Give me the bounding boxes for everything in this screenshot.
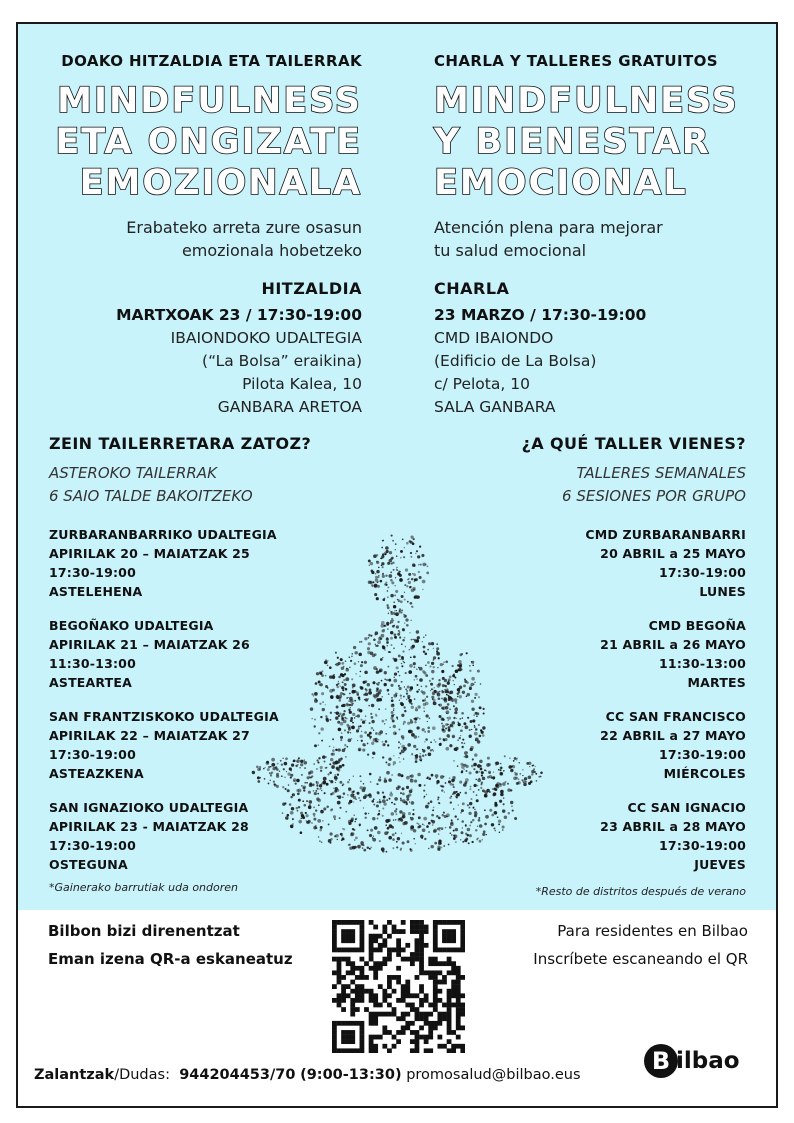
eu-talk-date: MARTXOAK 23 / 17:30-19:00 [116,306,362,324]
eu-venue-line-3: Pilota Kalea, 10 [242,375,362,393]
eu-footer [48,917,328,973]
es-workshop-list [486,525,746,878]
eu-workshop-place: SAN IGNAZIOKO UDALTEGIA [49,800,249,815]
eu-workshop-place: ZURBARANBARRIKO UDALTEGIA [49,527,277,542]
eu-title-line-2: ETA ONGIZATE [55,122,362,162]
es-workshop-dates: 20 ABRIL a 25 MAYO [600,546,746,561]
es-footer [464,917,748,973]
contact-hours: (9:00-13:30) [300,1067,402,1083]
es-workshop-day: MARTES [687,675,746,690]
es-talk-heading: CHARLA [434,279,510,298]
es-title-line-3: EMOCIONAL [434,163,688,203]
eu-weekly-line-2: 6 SAIO TALDE BAKOITZEKO [49,487,253,505]
es-venue-line-2: (Edificio de La Bolsa) [434,352,597,370]
es-note: *Resto de distritos después de verano [535,885,746,898]
es-title-line-2: Y BIENESTAR [434,122,711,162]
es-subtitle-line-2: tu salud emocional [434,241,587,260]
es-workshop-time: 17:30-19:00 [659,565,746,580]
eu-title-line-3: EMOZIONALA [79,163,362,203]
eu-talk-details [48,304,362,419]
es-venue-line-4: SALA GANBARA [434,398,556,416]
eu-subtitle [48,216,362,262]
es-workshop [486,616,746,707]
eu-workshop-day: OSTEGUNA [49,857,128,872]
es-workshop-place: CC SAN IGNACIO [627,800,746,815]
eu-workshop [49,798,309,878]
es-workshop-place: CMD BEGOÑA [648,618,746,633]
eu-workshop-list [49,525,309,878]
es-weekly-line-2: 6 SESIONES POR GRUPO [562,487,746,505]
es-workshop-dates: 22 ABRIL a 27 MAYO [600,728,746,743]
es-workshop-place: CC SAN FRANCISCO [605,709,746,724]
es-footer-line-1: Para residentes en Bilbao [557,922,748,940]
es-workshop-day: JUEVES [694,857,746,872]
eu-title [38,81,362,204]
es-workshop-day: LUNES [699,584,746,599]
es-footer-line-2: Inscríbete escaneando el QR [533,950,748,968]
es-tag: CHARLA Y TALLERES GRATUITOS [434,52,718,70]
contact-separator: / [114,1067,120,1083]
eu-question: ZEIN TAILERRETARA ZATOZ? [49,434,312,453]
es-title [434,81,764,204]
eu-workshop [49,525,309,616]
es-talk-details [434,304,754,419]
es-workshop [486,707,746,798]
eu-workshop [49,616,309,707]
eu-title-line-1: MINDFULNESS [57,81,362,121]
eu-workshop-dates: APIRILAK 21 – MAIATZAK 26 [49,637,250,652]
eu-workshop-day: ASTEARTEA [49,675,133,690]
eu-venue-line-2: (“La Bolsa” eraikina) [202,352,362,370]
eu-venue-line-1: IBAIONDOKO UDALTEGIA [170,329,362,347]
qr-code-icon[interactable] [332,920,465,1053]
contact-label-es: Dudas: [119,1067,170,1083]
es-weekly-line-1: TALLERES SEMANALES [576,464,746,482]
eu-workshop-time: 17:30-19:00 [49,747,136,762]
eu-workshop-place: BEGOÑAKO UDALTEGIA [49,618,214,633]
eu-workshop-day: ASTEAZKENA [49,766,144,781]
es-title-line-1: MINDFULNESS [434,81,739,121]
eu-venue-line-4: GANBARA ARETOA [217,398,362,416]
contact-email[interactable]: promosalud@bilbao.eus [406,1067,581,1083]
es-workshop-dates: 21 ABRIL a 26 MAYO [600,637,746,652]
bilbao-logo-b-icon: B [644,1044,678,1078]
eu-subtitle-line-1: Erabateko arreta zure osasun [126,218,362,237]
eu-workshop-day: ASTELEHENA [49,584,143,599]
eu-footer-line-2: Eman izena QR-a eskaneatuz [48,950,293,968]
es-workshop-day: MIÉRCOLES [663,766,746,781]
eu-note: *Gainerako barrutiak uda ondoren [49,881,239,894]
contact-label-eu: Zalantzak [34,1067,115,1083]
eu-workshop-dates: APIRILAK 22 – MAIATZAK 27 [49,728,250,743]
eu-weekly [49,462,369,508]
bilbao-logo-text: ilbao [676,1048,740,1074]
es-venue-line-3: c/ Pelota, 10 [434,375,530,393]
es-talk-date: 23 MARZO / 17:30-19:00 [434,306,647,324]
contact-phone[interactable]: 944204453/70 [179,1067,296,1083]
es-workshop-time: 11:30-13:00 [659,656,746,671]
eu-workshop-dates: APIRILAK 23 - MAIATZAK 28 [49,819,249,834]
contact-line [34,1067,581,1083]
es-question: ¿A QUÉ TALLER VIENES? [521,434,746,453]
eu-workshop [49,707,309,798]
eu-weekly-line-1: ASTEROKO TAILERRAK [49,464,217,482]
eu-talk-heading: HITZALDIA [261,279,362,298]
eu-workshop-dates: APIRILAK 20 – MAIATZAK 25 [49,546,250,561]
eu-subtitle-line-2: emozionala hobetzeko [181,241,362,260]
eu-tag: DOAKO HITZALDIA ETA TAILERRAK [61,52,362,70]
poster-blue-area [18,24,776,910]
eu-workshop-time: 17:30-19:00 [49,565,136,580]
eu-workshop-time: 11:30-13:00 [49,656,136,671]
poster [16,22,778,1108]
bilbao-logo [644,1044,740,1078]
es-subtitle [434,216,754,262]
es-venue-line-1: CMD IBAIONDO [434,329,554,347]
eu-footer-line-1: Bilbon bizi direnentzat [48,922,240,940]
eu-workshop-time: 17:30-19:00 [49,838,136,853]
es-workshop-time: 17:30-19:00 [659,747,746,762]
eu-workshop-place: SAN FRANTZISKOKO UDALTEGIA [49,709,279,724]
es-workshop-place: CMD ZURBARANBARRI [585,527,746,542]
es-workshop-time: 17:30-19:00 [659,838,746,853]
es-workshop-dates: 23 ABRIL a 28 MAYO [600,819,746,834]
es-workshop [486,525,746,616]
es-subtitle-line-1: Atención plena para mejorar [434,218,663,237]
es-weekly [418,462,746,508]
es-workshop [486,798,746,878]
